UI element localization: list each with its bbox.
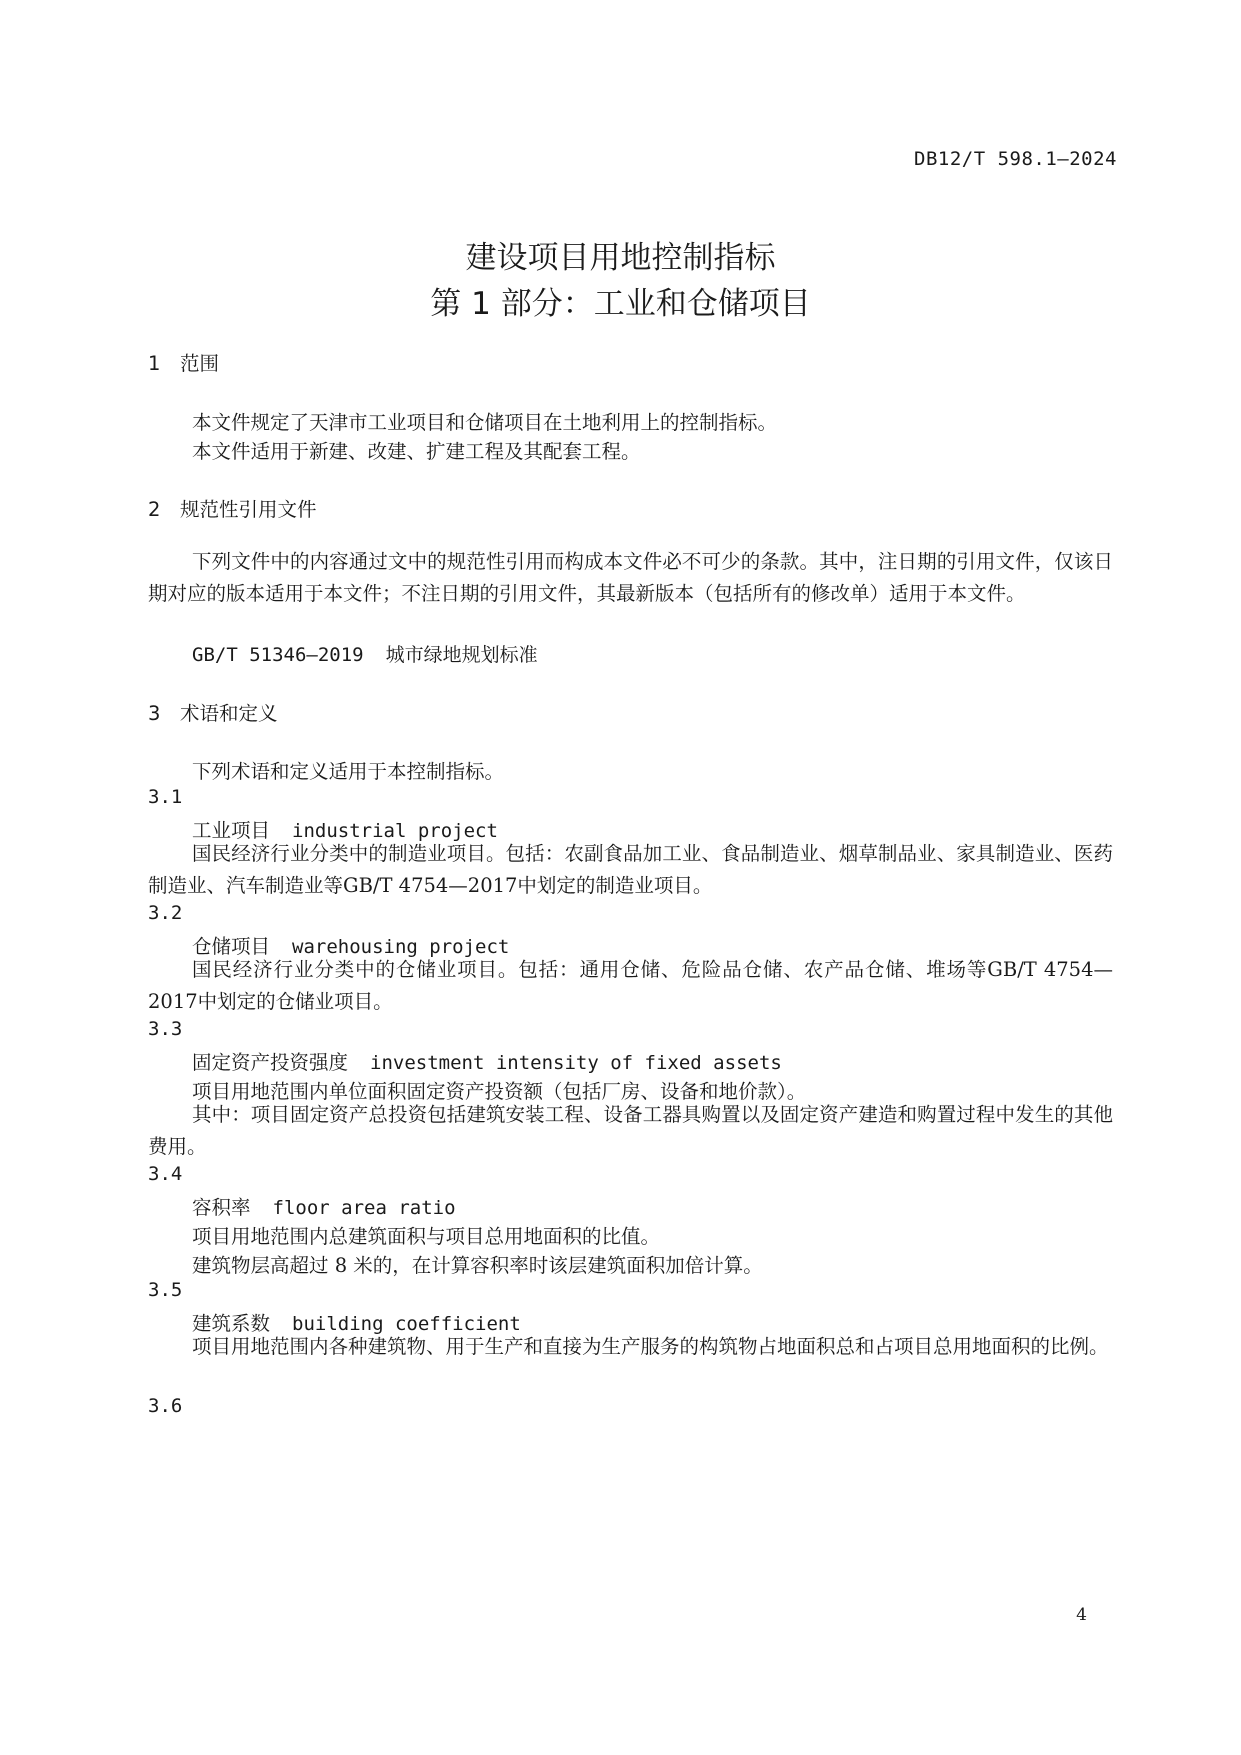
section-title: 范围	[180, 352, 220, 375]
term-definition: 国民经济行业分类中的制造业项目。包括：农副食品加工业、食品制造业、烟草制品业、家具制造业、医药制造业、汽车制造业等GB/T 4754—2017中划定的制造业项目。	[148, 842, 1113, 897]
term-heading	[192, 1047, 782, 1075]
term-zh: 容积率	[192, 1196, 251, 1219]
term-definition: 国民经济行业分类中的仓储业项目。包括：通用仓储、危险品仓储、农产品仓储、堆场等GB/T 4754—2017中划定的仓储业项目。	[148, 958, 1113, 1013]
term-number: 3.6	[148, 1395, 183, 1417]
section-number: 1	[148, 352, 161, 375]
paragraph: 下列文件中的内容通过文中的规范性引用而构成本文件必不可少的条款。其中，注日期的引用文件，仅该日期对应的版本适用于本文件；不注日期的引用文件，其最新版本（包括所有的修改单）适用于本文件。	[148, 550, 1113, 605]
section-heading-normative-references	[148, 494, 317, 522]
section-heading-terms	[148, 698, 278, 726]
term-definition: 项目用地范围内各种建筑物、用于生产和直接为生产服务的构筑物占地面积总和占项目总用地面积的比例。	[192, 1335, 1109, 1358]
document-id: DB12/T 598.1—2024	[914, 148, 1117, 170]
reference-name: 城市绿地规划标准	[385, 644, 538, 666]
term-number: 3.4	[148, 1163, 183, 1185]
term-number: 3.2	[148, 902, 183, 924]
term-heading	[192, 1192, 456, 1220]
term-definition: 项目用地范围内总建筑面积与项目总用地面积的比值。	[192, 1225, 661, 1248]
document-title: 建设项目用地控制指标	[465, 240, 776, 276]
term-en: floor area ratio	[272, 1197, 456, 1219]
paragraph: 本文件规定了天津市工业项目和仓储项目在土地利用上的控制指标。	[192, 411, 778, 434]
term-en: warehousing project	[292, 936, 510, 958]
term-number: 3.1	[148, 786, 183, 808]
paragraph: 本文件适用于新建、改建、扩建工程及其配套工程。	[192, 440, 641, 463]
reference-entry	[192, 640, 538, 667]
term-en: building coefficient	[292, 1313, 521, 1335]
term-definition: 其中：项目固定资产总投资包括建筑安装工程、设备工器具购置以及固定资产建造和购置过程中发生的其他费用。	[148, 1103, 1113, 1158]
term-zh: 建筑系数	[192, 1312, 271, 1335]
term-number: 3.5	[148, 1279, 183, 1301]
section-number: 2	[148, 498, 161, 521]
paragraph: 下列术语和定义适用于本控制指标。	[192, 760, 505, 783]
document-subtitle: 第 1 部分：工业和仓储项目	[430, 286, 811, 322]
term-en: industrial project	[292, 820, 498, 842]
term-en: investment intensity of fixed assets	[370, 1052, 782, 1074]
term-definition: 建筑物层高超过 8 米的，在计算容积率时该层建筑面积加倍计算。	[192, 1254, 763, 1277]
term-zh: 仓储项目	[192, 935, 271, 958]
term-number: 3.3	[148, 1018, 183, 1040]
term-zh: 固定资产投资强度	[192, 1051, 349, 1074]
page-number: 4	[1076, 1605, 1087, 1625]
section-title: 规范性引用文件	[180, 498, 317, 521]
term-zh: 工业项目	[192, 819, 271, 842]
section-title: 术语和定义	[180, 702, 278, 725]
section-heading-scope	[148, 348, 219, 376]
term-definition: 项目用地范围内单位面积固定资产投资额（包括厂房、设备和地价款）。	[192, 1080, 807, 1103]
section-number: 3	[148, 702, 161, 725]
reference-code: GB/T 51346—2019	[192, 644, 364, 666]
